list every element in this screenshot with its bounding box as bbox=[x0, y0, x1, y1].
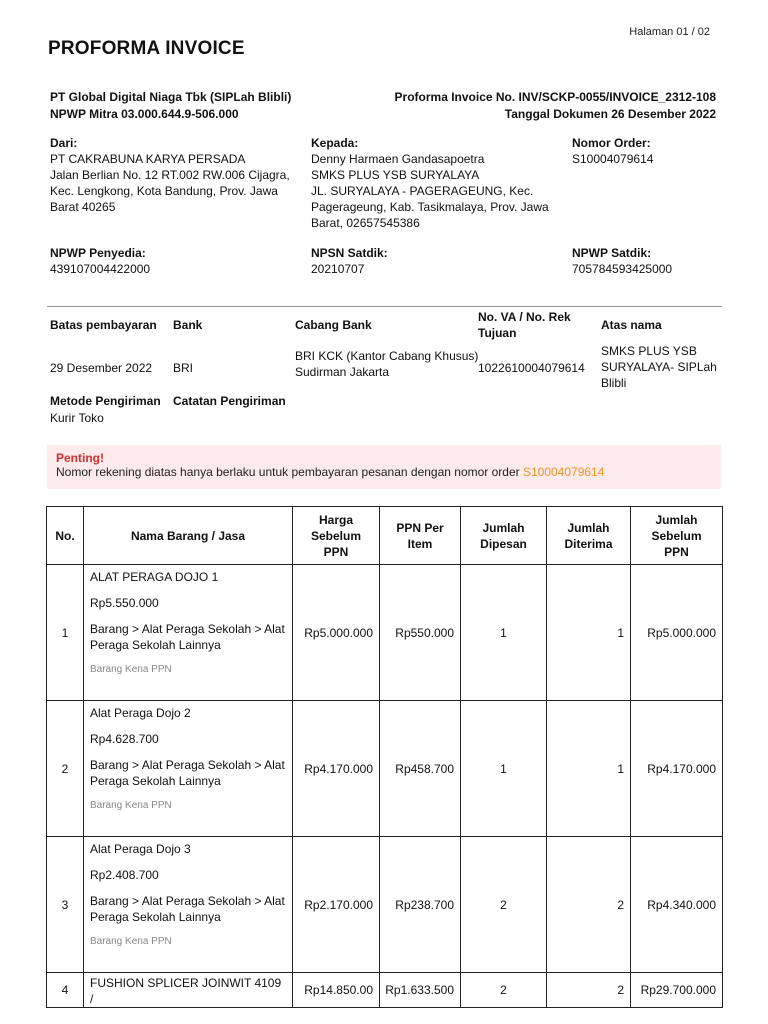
notice-title: Penting! bbox=[56, 451, 104, 465]
item-name: Alat Peraga Dojo 2 bbox=[90, 706, 191, 720]
npwp-penyedia-label: NPWP Penyedia: bbox=[50, 246, 146, 260]
table-row bbox=[47, 565, 723, 701]
notice-text-line bbox=[56, 465, 604, 479]
seller-npwp: NPWP Mitra 03.000.644.9-506.000 bbox=[50, 107, 239, 121]
npsn-satdik-value: 20210707 bbox=[311, 262, 365, 276]
cabang-line: Sudirman Jakarta bbox=[295, 365, 390, 379]
item-name: Alat Peraga Dojo 3 bbox=[90, 842, 191, 856]
batas-header: Batas pembayaran bbox=[50, 318, 157, 332]
seller-name: PT Global Digital Niaga Tbk (SIPLah Blibli) bbox=[50, 90, 292, 104]
cabang-value bbox=[295, 348, 478, 380]
item-name: FUSHION SPLICER JOINWIT 4109 / bbox=[90, 976, 282, 1006]
row-harga: Rp4.170.000 bbox=[293, 701, 380, 837]
row-diterima: 1 bbox=[547, 701, 631, 837]
va-header-line: No. VA / No. Rek bbox=[478, 310, 571, 324]
item-tax-tag: Barang Kena PPN bbox=[90, 664, 172, 675]
to-line: Barat, 02657545386 bbox=[311, 216, 420, 230]
col-header-ppn bbox=[380, 507, 461, 565]
item-category-line: Peraga Sekolah Lainnya bbox=[90, 910, 221, 924]
invoice-date: Tanggal Dokumen 26 Desember 2022 bbox=[504, 107, 716, 121]
atas-header: Atas nama bbox=[601, 318, 662, 332]
item-category bbox=[90, 757, 286, 789]
from-line: Kec. Lengkong, Kota Bandung, Prov. Jawa bbox=[50, 184, 278, 198]
npsn-satdik bbox=[311, 245, 388, 277]
va-value: 1022610004079614 bbox=[478, 361, 585, 375]
row-item-cell bbox=[84, 565, 293, 701]
row-item-cell bbox=[84, 973, 293, 1008]
col-header-line: Dipesan bbox=[480, 536, 527, 551]
atas-line: SMKS PLUS YSB bbox=[601, 344, 697, 358]
col-header-line: Sebelum bbox=[310, 528, 361, 543]
notice-text: Nomor rekening diatas hanya berlaku untuk pembayaran pesanan dengan nomor order bbox=[56, 465, 520, 479]
to-line: SMKS PLUS YSB SURYALAYA bbox=[311, 168, 480, 182]
col-header-line: PPN Per bbox=[396, 520, 444, 535]
from-label: Dari: bbox=[50, 136, 78, 150]
va-header bbox=[478, 309, 571, 341]
order-label: Nomor Order: bbox=[572, 136, 651, 150]
col-header-no: No. bbox=[47, 507, 84, 565]
row-dipesan: 1 bbox=[461, 565, 547, 701]
important-notice bbox=[47, 445, 721, 489]
atas-value bbox=[601, 343, 717, 391]
row-diterima: 2 bbox=[547, 837, 631, 973]
item-category bbox=[90, 621, 286, 653]
npwp-penyedia-value: 439107004422000 bbox=[50, 262, 151, 276]
va-header-line: Tujuan bbox=[478, 326, 517, 340]
from-line: Barat 40265 bbox=[50, 200, 116, 214]
item-category bbox=[90, 893, 286, 925]
section-divider bbox=[47, 306, 722, 307]
metode-label: Metode Pengiriman bbox=[50, 394, 161, 408]
col-header-dipesan bbox=[461, 507, 547, 565]
col-header-line: PPN bbox=[664, 544, 689, 559]
item-price: Rp5.550.000 bbox=[90, 596, 159, 610]
item-category-line: Peraga Sekolah Lainnya bbox=[90, 774, 221, 788]
col-header-line: Diterima bbox=[564, 536, 613, 551]
row-diterima: 2 bbox=[547, 973, 631, 1008]
item-category-line: Barang > Alat Peraga Sekolah > Alat bbox=[90, 758, 285, 772]
atas-line: SURYALAYA- SIPLah bbox=[601, 360, 717, 374]
table-row bbox=[47, 973, 723, 1008]
col-header-diterima bbox=[547, 507, 631, 565]
from-block bbox=[50, 135, 290, 215]
item-tax-tag: Barang Kena PPN bbox=[90, 936, 172, 947]
batas-value: 29 Desember 2022 bbox=[50, 361, 153, 375]
bank-header: Bank bbox=[173, 318, 203, 332]
row-dipesan: 1 bbox=[461, 701, 547, 837]
order-number: S10004079614 bbox=[572, 152, 654, 166]
row-no: 1 bbox=[47, 565, 84, 701]
item-tax-tag: Barang Kena PPN bbox=[90, 800, 172, 811]
row-harga: Rp14.850.00 bbox=[293, 973, 380, 1008]
row-jumlah: Rp5.000.000 bbox=[631, 565, 723, 701]
table-header-row bbox=[47, 507, 723, 565]
item-category-line: Barang > Alat Peraga Sekolah > Alat bbox=[90, 622, 285, 636]
row-item-cell bbox=[84, 701, 293, 837]
to-line: Pagerageung, Kab. Tasikmalaya, Prov. Jawa bbox=[311, 200, 549, 214]
npwp-satdik bbox=[572, 245, 672, 277]
row-no: 2 bbox=[47, 701, 84, 837]
row-ppn: Rp1.633.500 bbox=[380, 973, 461, 1008]
to-block bbox=[311, 135, 549, 231]
col-header-line: Jumlah bbox=[655, 512, 698, 527]
order-block bbox=[572, 135, 653, 167]
row-dipesan: 2 bbox=[461, 837, 547, 973]
cabang-line: BRI KCK (Kantor Cabang Khusus) bbox=[295, 349, 479, 363]
row-no: 4 bbox=[47, 973, 84, 1008]
notice-order-number: S10004079614 bbox=[522, 465, 605, 479]
from-line: PT CAKRABUNA KARYA PERSADA bbox=[50, 152, 246, 166]
npsn-satdik-label: NPSN Satdik: bbox=[311, 246, 388, 260]
to-label: Kepada: bbox=[311, 136, 359, 150]
col-header-jumlah bbox=[631, 507, 723, 565]
catatan-label: Catatan Pengiriman bbox=[173, 394, 286, 408]
table-row bbox=[47, 837, 723, 973]
item-name: ALAT PERAGA DOJO 1 bbox=[90, 570, 219, 584]
row-jumlah: Rp4.340.000 bbox=[631, 837, 723, 973]
page-number: Halaman 01 / 02 bbox=[629, 26, 710, 38]
invoice-number: Proforma Invoice No. INV/SCKP-0055/INVOICE_2312-108 bbox=[394, 90, 716, 104]
atas-line: Blibli bbox=[601, 376, 627, 390]
page-title: PROFORMA INVOICE bbox=[48, 38, 245, 59]
row-item-cell bbox=[84, 837, 293, 973]
table-row bbox=[47, 701, 723, 837]
row-jumlah: Rp4.170.000 bbox=[631, 701, 723, 837]
row-jumlah: Rp29.700.000 bbox=[631, 973, 723, 1008]
item-price: Rp2.408.700 bbox=[90, 868, 159, 882]
item-category-line: Barang > Alat Peraga Sekolah > Alat bbox=[90, 894, 285, 908]
npwp-penyedia bbox=[50, 245, 150, 277]
row-harga: Rp2.170.000 bbox=[293, 837, 380, 973]
to-line: Denny Harmaen Gandasapoetra bbox=[311, 152, 485, 166]
from-line: Jalan Berlian No. 12 RT.002 RW.006 Cijagra, bbox=[50, 168, 290, 182]
col-header-line: PPN bbox=[323, 544, 349, 559]
col-header-line: Harga bbox=[318, 512, 353, 527]
row-ppn: Rp238.700 bbox=[380, 837, 461, 973]
item-price: Rp4.628.700 bbox=[90, 732, 159, 746]
col-header-nama: Nama Barang / Jasa bbox=[84, 507, 293, 565]
row-no: 3 bbox=[47, 837, 84, 973]
col-header-line: Sebelum bbox=[651, 528, 702, 543]
bank-value: BRI bbox=[173, 361, 194, 375]
cabang-header: Cabang Bank bbox=[295, 318, 372, 332]
row-harga: Rp5.000.000 bbox=[293, 565, 380, 701]
npwp-satdik-value: 705784593425000 bbox=[572, 262, 673, 276]
row-ppn: Rp458.700 bbox=[380, 701, 461, 837]
row-ppn: Rp550.000 bbox=[380, 565, 461, 701]
col-header-line: Jumlah bbox=[567, 520, 610, 535]
col-header-harga bbox=[293, 507, 380, 565]
row-diterima: 1 bbox=[547, 565, 631, 701]
items-table bbox=[46, 506, 723, 1008]
npwp-satdik-label: NPWP Satdik: bbox=[572, 246, 652, 260]
col-header-line: Item bbox=[407, 536, 433, 551]
row-dipesan: 2 bbox=[461, 973, 547, 1008]
col-header-line: Jumlah bbox=[482, 520, 525, 535]
item-category-line: Peraga Sekolah Lainnya bbox=[90, 638, 221, 652]
metode-value: Kurir Toko bbox=[50, 411, 104, 425]
to-line: JL. SURYALAYA - PAGERAGEUNG, Kec. bbox=[311, 184, 534, 198]
